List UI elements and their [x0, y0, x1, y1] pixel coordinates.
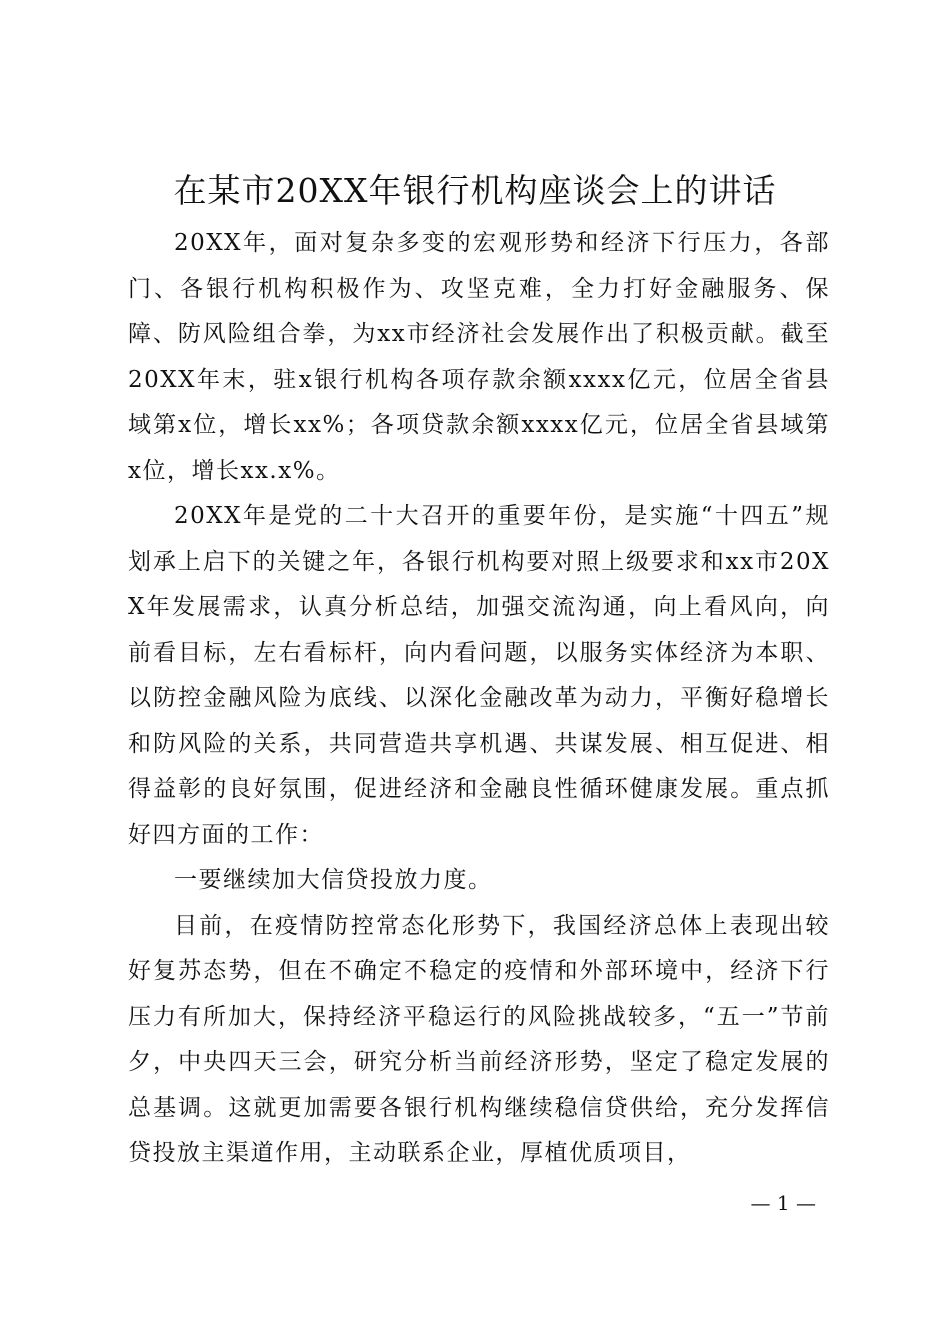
page-number: — 1 —	[750, 1191, 816, 1215]
paragraph-1: 20XX年，面对复杂多变的宏观形势和经济下行压力，各部门、各银行机构积极作为、攻坚克难，全力打好金融服务、保障、防风险组合拳，为xx市经济社会发展作出了积极贡献。截至20XX年末，驻x银行机构各项存款余额xxxx亿元，位居全省县域第x位，增长xx%；各项贷款余额xxxx亿元，位居全省县域第x位，增长xx.x%。	[128, 230, 830, 484]
paragraph-2: 20XX年是党的二十大召开的重要年份，是实施“十四五”规划承上启下的关键之年，各银行机构要对照上级要求和xx市20XX年发展需求，认真分析总结，加强交流沟通，向上看风向，向前看目标，左右看标杆，向内看问题，以服务实体经济为本职、以防控金融风险为底线、以深化金融改革为动力，平衡好稳增长和防风险的关系，共同营造共享机遇、共谋发展、相互促进、相得益彰的良好氛围，促进经济和金融良性循环健康发展。重点抓好四方面的工作：	[128, 503, 830, 848]
paragraph-3: 一要继续加大信贷投放力度。	[174, 867, 493, 893]
document-title: 在某市20XX年银行机构座谈会上的讲话	[173, 171, 777, 210]
paragraph-4: 目前，在疫情防控常态化形势下，我国经济总体上表现出较好复苏态势，但在不确定不稳定的疫情和外部环境中，经济下行压力有所加大，保持经济平稳运行的风险挑战较多，“五一”节前夕，中央四天三会，研究分析当前经济形势，坚定了稳定发展的总基调。这就更加需要各银行机构继续稳信贷供给，充分发挥信贷投放主渠道作用，主动联系企业，厚植优质项目，	[128, 912, 830, 1166]
document-body	[128, 221, 830, 1177]
